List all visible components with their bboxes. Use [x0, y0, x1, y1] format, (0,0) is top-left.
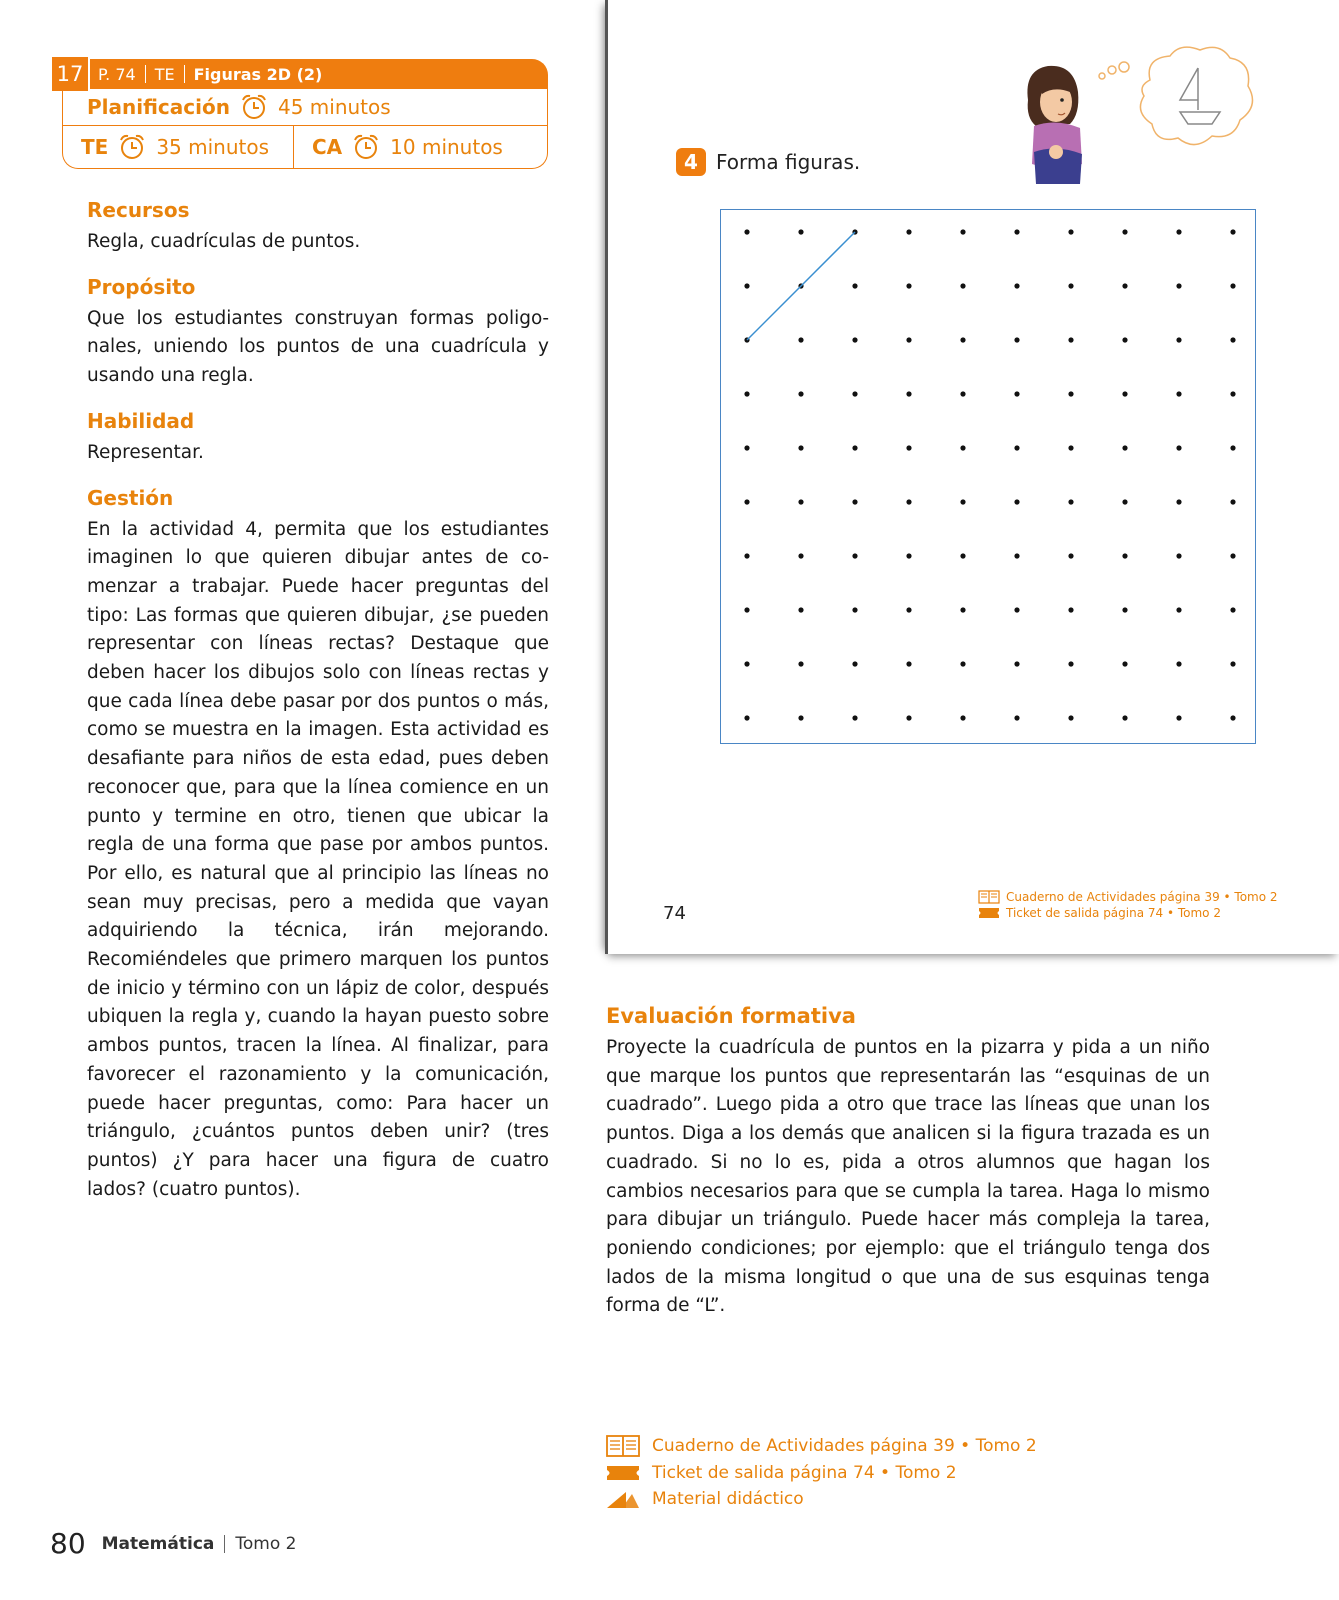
grid-dot	[906, 715, 911, 720]
planificacion-row	[63, 89, 547, 126]
grid-dot	[1014, 499, 1019, 504]
grid-dot	[1176, 391, 1181, 396]
ref-cuaderno	[606, 1433, 1037, 1460]
grid-dot	[960, 499, 965, 504]
grid-dot	[798, 553, 803, 558]
grid-dot	[1122, 607, 1127, 612]
resource-refs	[606, 1433, 1037, 1513]
grid-dot	[960, 553, 965, 558]
grid-dot	[906, 607, 911, 612]
grid-dot	[1230, 553, 1235, 558]
grid-dot	[960, 445, 965, 450]
footer-subject: Matemática	[101, 1533, 215, 1554]
grid-dot	[1230, 715, 1235, 720]
grid-dot	[852, 391, 857, 396]
grid-dot	[1068, 229, 1073, 234]
header-body	[62, 89, 548, 169]
lesson-number: 17	[52, 57, 90, 91]
header-page: P. 74	[98, 64, 136, 84]
grid-dot	[744, 715, 749, 720]
gestion-title: Gestión	[87, 485, 174, 510]
grid-dot	[852, 337, 857, 342]
planificacion-time: 45 minutos	[277, 95, 391, 119]
grid-dot	[1068, 283, 1073, 288]
grid-dot	[960, 391, 965, 396]
book-icon	[606, 1434, 640, 1458]
grid-dot	[1176, 229, 1181, 234]
grid-dot	[852, 715, 857, 720]
grid-dot	[960, 337, 965, 342]
evaluacion-text: Proyecte la cuadrícula de puntos en la pizarra y pida a un niño que marque los puntos que representarán las “esquinas de un cuadrado”. Luego pida a otro que trace las líneas que unan los puntos. Diga a los demás que analicen si la figura trazada es un cuadrado. Si no lo es, pida a otros alumnos que hagan los cambios necesarios para que se cumpla la tarea. Haga lo mismo para dibujar un triángulo. Puede hacer más compleja la tarea, poniendo condiciones; por ejemplo: que el triángulo tenga dos lados de la misma longitud o que una de sus esquinas tenga forma de “L”.	[606, 1037, 1210, 1317]
ca-cell	[294, 126, 503, 168]
student-page-number: 74	[663, 903, 686, 924]
grid-dot	[1122, 553, 1127, 558]
activity-4	[676, 148, 860, 176]
student-ref-ticket-text: Ticket de salida página 74 • Tomo 2	[1006, 906, 1221, 920]
grid-dot	[1176, 715, 1181, 720]
ticket-icon	[606, 1462, 640, 1484]
grid-dot	[1014, 715, 1019, 720]
grid-dot	[1122, 283, 1127, 288]
grid-dot	[1176, 499, 1181, 504]
grid-dot	[960, 715, 965, 720]
proposito-text: Que los estudiantes construyan formas poligonales, uniendo los puntos de una cuadrícula y usando una regla.	[87, 307, 549, 387]
header-te: TE	[154, 64, 175, 84]
grid-dot	[1014, 607, 1019, 612]
te-label: TE	[81, 135, 109, 159]
grid-dot	[798, 229, 803, 234]
student-page-edge	[605, 0, 608, 954]
activity-number-badge: 4	[676, 148, 706, 176]
header-top-bar	[52, 59, 548, 89]
page-footer	[50, 1527, 296, 1560]
recursos-text: Regla, cuadrículas de puntos.	[87, 231, 361, 252]
time-split-row	[63, 126, 547, 168]
evaluacion-title: Evaluación formativa	[606, 1004, 856, 1028]
grid-dot	[1230, 337, 1235, 342]
grid-dot	[1068, 607, 1073, 612]
proposito-title: Propósito	[87, 274, 196, 299]
evaluacion-section	[606, 1002, 1210, 1337]
grid-dot	[906, 445, 911, 450]
grid-dot	[906, 391, 911, 396]
grid-dot	[852, 553, 857, 558]
ref-ticket	[606, 1460, 1037, 1487]
grid-dot	[852, 607, 857, 612]
grid-dot	[744, 499, 749, 504]
grid-dot	[1068, 661, 1073, 666]
grid-dot	[798, 661, 803, 666]
footer-tomo: Tomo 2	[235, 1533, 297, 1554]
grid-dot	[906, 283, 911, 288]
grid-dot	[852, 499, 857, 504]
grid-dot	[960, 229, 965, 234]
example-line	[747, 232, 855, 340]
grid-dot	[1068, 445, 1073, 450]
grid-dot	[1122, 499, 1127, 504]
grid-dot	[744, 391, 749, 396]
alarm-clock-icon	[118, 133, 146, 161]
grid-dot	[852, 445, 857, 450]
footer-separator	[224, 1535, 225, 1553]
grid-dot	[1068, 715, 1073, 720]
grid-dot	[1068, 391, 1073, 396]
grid-dot	[744, 607, 749, 612]
grid-dot	[1230, 661, 1235, 666]
grid-dot	[1122, 229, 1127, 234]
ca-time: 10 minutos	[390, 135, 503, 159]
book-icon	[978, 890, 1000, 904]
grid-dot	[744, 229, 749, 234]
grid-dot	[1230, 607, 1235, 612]
grid-dot	[1176, 607, 1181, 612]
gestion-text: En la actividad 4, permita que los estudiantes imaginen lo que quieren dibujar antes de comenzar a trabajar. Puede hacer preguntas del tipo: Las formas que quieren dibujar, ¿se pueden representar con líneas rectas? Destaque que deben hacer los dibujos solo con líneas rectas y que cada línea debe pasar por dos puntos o más, como se muestra en la imagen. Esta actividad es desafiante para niños de esta edad, pues deben reconocer que, para que la línea comience en un punto y termine en otro, tienen que ubicar la regla de una forma que pase por ambos puntos. Por ello, es natural que al principio las líneas no sean muy precisas, pero a medida que vayan adquiriendo la técnica, irán mejorando. Recomiéndeles que primero marquen los puntos de inicio y término con un lápiz de color, después ubiquen la regla y, cuando la hayan puesto sobre ambos puntos, tracen la línea. Al finalizar, para favorecer el razonamiento y la comunicación, puede hacer preguntas, como: Para hacer un triángulo, ¿cuántos puntos deben unir? (tres puntos) ¿Y para hacer una figura de cuatro lados? (cuatro puntos).	[87, 518, 549, 1200]
student-ref-ticket	[978, 905, 1278, 921]
ref-ticket-text: Ticket de salida página 74 • Tomo 2	[652, 1462, 957, 1483]
grid-dot	[960, 607, 965, 612]
grid-dot	[1014, 445, 1019, 450]
grid-dot	[1014, 661, 1019, 666]
grid-dot	[1176, 337, 1181, 342]
grid-dot	[798, 499, 803, 504]
grid-dot	[1014, 229, 1019, 234]
grid-dot	[1230, 391, 1235, 396]
habilidad-text: Representar.	[87, 441, 204, 463]
grid-dot	[1122, 715, 1127, 720]
grid-dot	[798, 445, 803, 450]
grid-dot	[906, 229, 911, 234]
planificacion-label: Planificación	[87, 95, 230, 119]
dot-grid-canvas	[721, 210, 1255, 743]
dot-grid	[720, 209, 1256, 744]
grid-dot	[852, 661, 857, 666]
grid-dot	[1014, 553, 1019, 558]
grid-dot	[1122, 661, 1127, 666]
grid-dot	[1014, 283, 1019, 288]
grid-dot	[1230, 499, 1235, 504]
guide-column	[87, 196, 549, 1220]
alarm-clock-icon	[240, 93, 268, 121]
ticket-icon	[978, 906, 1000, 920]
lesson-header	[52, 59, 548, 169]
grid-dot	[1122, 337, 1127, 342]
ref-material	[606, 1486, 1037, 1513]
grid-dot	[744, 661, 749, 666]
te-time: 35 minutos	[156, 135, 270, 159]
activity-instruction: Forma figuras.	[716, 150, 861, 174]
student-ref-cuaderno	[978, 889, 1278, 905]
grid-dot	[1176, 445, 1181, 450]
grid-dot	[1014, 391, 1019, 396]
grid-dot	[1176, 283, 1181, 288]
grid-dot	[1122, 445, 1127, 450]
grid-dot	[1014, 337, 1019, 342]
habilidad-title: Habilidad	[87, 408, 195, 433]
grid-dot	[906, 499, 911, 504]
grid-dot	[1068, 553, 1073, 558]
grid-dot	[1068, 337, 1073, 342]
student-page-refs	[978, 889, 1278, 921]
grid-dot	[744, 283, 749, 288]
grid-dot	[906, 337, 911, 342]
grid-dot	[960, 661, 965, 666]
student-ref-cuaderno-text: Cuaderno de Actividades página 39 • Tomo 2	[1006, 890, 1278, 904]
grid-dot	[744, 553, 749, 558]
geometry-tools-icon	[606, 1488, 640, 1510]
grid-dot	[906, 553, 911, 558]
header-topic: Figuras 2D (2)	[193, 64, 323, 84]
header-separator	[145, 65, 146, 83]
alarm-clock-icon	[352, 133, 380, 161]
grid-dot	[1176, 553, 1181, 558]
grid-dot	[852, 283, 857, 288]
ref-cuaderno-text: Cuaderno de Actividades página 39 • Tomo 2	[652, 1436, 1037, 1457]
grid-dot	[960, 283, 965, 288]
ref-material-text: Material didáctico	[652, 1489, 804, 1510]
header-meta	[98, 65, 322, 84]
ca-label: CA	[312, 135, 343, 159]
grid-dot	[744, 445, 749, 450]
thinking-girl-illustration	[1020, 40, 1270, 190]
grid-dot	[1122, 391, 1127, 396]
grid-dot	[798, 715, 803, 720]
recursos-title: Recursos	[87, 198, 190, 222]
grid-dot	[798, 391, 803, 396]
grid-dot	[798, 337, 803, 342]
grid-dot	[1230, 229, 1235, 234]
grid-dot	[1230, 283, 1235, 288]
header-separator	[184, 65, 185, 83]
grid-dot	[798, 607, 803, 612]
grid-dot	[1068, 499, 1073, 504]
grid-dot	[906, 661, 911, 666]
grid-dot	[1230, 445, 1235, 450]
grid-dot	[1176, 661, 1181, 666]
te-cell	[63, 126, 294, 168]
footer-page-number: 80	[50, 1527, 86, 1560]
